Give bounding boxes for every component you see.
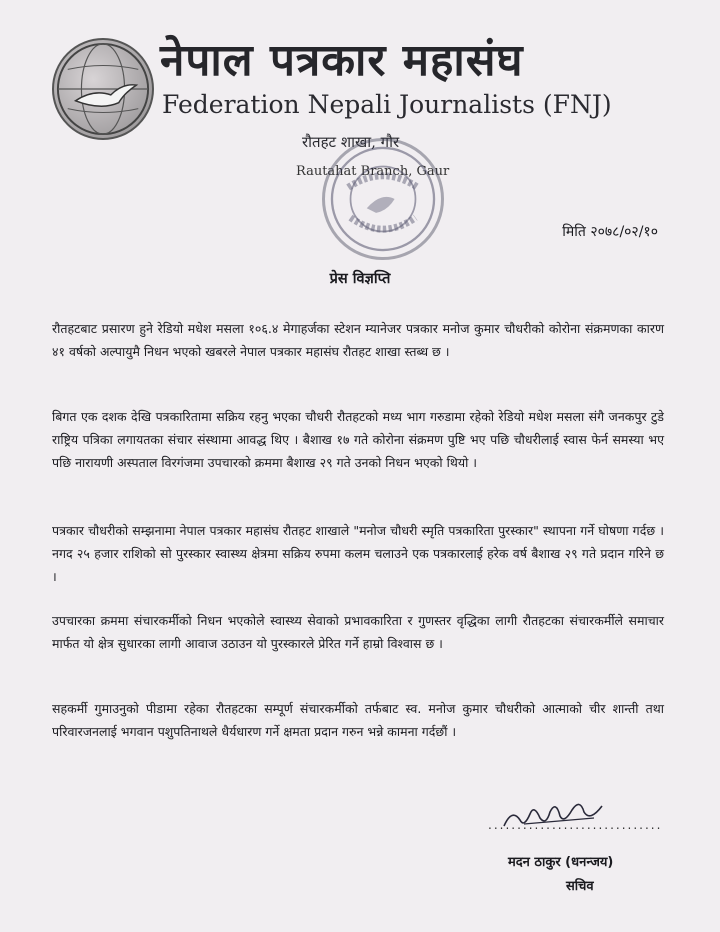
- org-title-english: Federation Nepali Journalists (FNJ): [162, 90, 612, 119]
- signatory-title: सचिव: [566, 879, 594, 894]
- fnj-logo: [52, 38, 154, 140]
- paragraph-1: रौतहटबाट प्रसारण हुने रेडियो मधेश मसला १०६.४ मेगाहर्जका स्टेशन म्यानेजर पत्रकार मनोज कुमार चौधरीको कोरोना संक्रमणका कारण ४१ वर्षको अल्पायुमै निधन भएको खबरले नेपाल पत्रकार महासंघ रौतहट शाखा स्तब्ध छ ।: [52, 320, 664, 359]
- press-release-heading: प्रेस विज्ञप्ति: [329, 271, 391, 287]
- paragraph-5: सहकर्मी गुमाउनुको पीडामा रहेका रौतहटका सम्पूर्ण संचारकर्मीको तर्फबाट स्व. मनोज कुमार चौधरीको आत्माको चीर शान्ती तथा परिवारजनलाई भगवान पशुपतिनाथले धैर्यधारण गर्ने क्षमता प्रदान गरुन भन्ने कामना गर्दछौं ।: [52, 700, 664, 739]
- signature-line: ..............................: [488, 818, 663, 832]
- paragraph-2: बिगत एक दशक देखि पत्रकारितामा सक्रिय रहनु भएका चौधरी रौतहटको मध्य भाग गरुडामा रहेको रेडियो मधेश मसला संगै जनकपुर टुडे राष्ट्रिय पत्रिका लगायतका संचार संस्थामा आवद्ध थिए । बैशाख १७ गते कोरोना संक्रमण पुष्टि भए पछि चौधरीलाई स्वास फेर्न समस्या भए पछि नारायणी अस्पताल विरगंजमा उपचारको क्रममा बैशाख २९ गते उनको निधन भएको थियो ।: [52, 408, 664, 470]
- official-seal-stamp: [322, 138, 444, 260]
- seal-icon: [325, 141, 441, 257]
- letter-date: मिति २०७८/०२/१०: [562, 224, 658, 240]
- branch-name-nepali: रौतहट शाखा, गौर: [302, 133, 400, 151]
- paragraph-4: उपचारका क्रममा संचारकर्मीको निधन भएकोले स्वास्थ्य सेवाको प्रभावकारिता र गुणस्तर वृद्धिका लागी रौतहटका संचारकर्मीले समाचार मार्फत यो क्षेत्र सुधारका लागी आवाज उठाउन यो पुरस्कारले प्रेरित गर्ने हाम्रो विश्वास छ ।: [52, 612, 664, 651]
- globe-dove-icon: [54, 40, 152, 138]
- branch-name-english: Rautahat Branch, Gaur: [296, 164, 450, 179]
- paragraph-3: पत्रकार चौधरीको सम्झनामा नेपाल पत्रकार महासंघ रौतहट शाखाले "मनोज चौधरी स्मृति पत्रकारिता पुरस्कार" स्थापना गर्ने घोषणा गर्दछ । नगद २५ हजार राशिको सो पुरस्कार स्वास्थ्य क्षेत्रमा सक्रिय रुपमा कलम चलाउने एक पत्रकारलाई हरेक वर्ष बैशाख २९ गते प्रदान गरिने छ ।: [52, 522, 664, 584]
- signatory-name: मदन ठाकुर (धनन्जय): [508, 855, 614, 870]
- org-title-nepali: नेपाल पत्रकार महासंघ: [160, 35, 524, 86]
